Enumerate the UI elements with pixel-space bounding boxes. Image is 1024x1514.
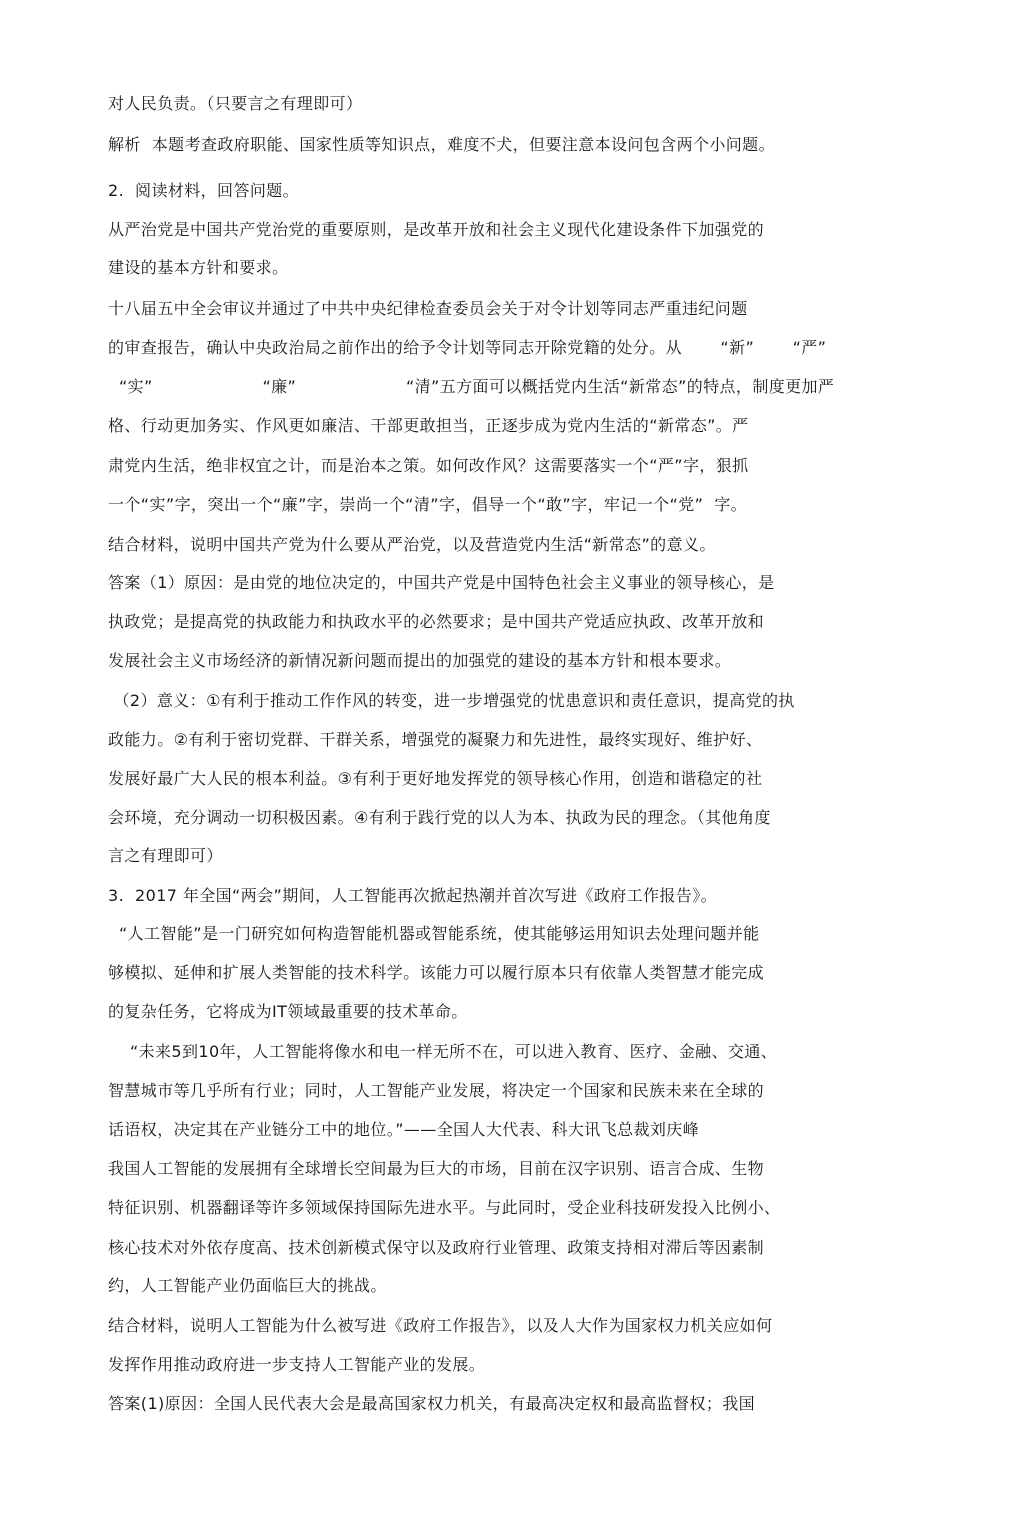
text-line: 核心技术对外依存度高、技术创新模式保守以及政府行业管理、政策支持相对滞后等因素制: [108, 1238, 765, 1257]
text-line: 特征识别、机器翻译等许多领域保持国际先进水平。与此同时，受企业科技研发投入比例小、: [108, 1198, 781, 1217]
text-line: “未来5到10年，人工智能将像水和电一样无所不在，可以进入教育、医疗、金融、交通、: [108, 1042, 778, 1061]
text-line: 答案（1）原因：是由党的地位决定的，中国共产党是中国特色社会主义事业的领导核心，是: [108, 573, 775, 592]
text-line: 3. 2017 年全国“两会”期间，人工智能再次掀起热潮并首次写进《政府工作报告》。: [108, 886, 718, 905]
text-line: 的审查报告，确认中央政治局之前作出的给予令计划等同志开除党籍的处分。从 “新” “严”: [108, 338, 827, 357]
text-line: 一个“实”字，突出一个“廉”字，崇尚一个“清”字，倡导一个“敢”字，牢记一个“党” 字。: [108, 495, 748, 514]
text-line: 会环境，充分调动一切积极因素。④有利于践行党的以人为本、执政为民的理念。（其他角度: [108, 808, 771, 827]
text-line: 答案(1)原因：全国人民代表大会是最高国家权力机关，有最高决定权和最高监督权；我国: [108, 1394, 756, 1413]
text-line: 发展好最广大人民的根本利益。③有利于更好地发挥党的领导核心作用，创造和谐稳定的社: [108, 769, 763, 788]
text-line: 智慧城市等几乎所有行业；同时，人工智能产业发展，将决定一个国家和民族未来在全球的: [108, 1081, 765, 1100]
text-line: 话语权，决定其在产业链分工中的地位。”——全国人大代表、科大讯飞总裁刘庆峰: [108, 1120, 700, 1139]
text-line: 结合材料，说明人工智能为什么被写进《政府工作报告》，以及人大作为国家权力机关应如何: [108, 1316, 773, 1335]
text-line: 从严治党是中国共产党治党的重要原则，是改革开放和社会主义现代化建设条件下加强党的: [108, 220, 765, 239]
text-line: 的复杂任务，它将成为IT领域最重要的技术革命。: [108, 1002, 468, 1021]
text-line: “人工智能”是一门研究如何构造智能机器或智能系统，使其能够运用知识去处理问题并能: [108, 924, 760, 943]
text-line: 发展社会主义市场经济的新情况新问题而提出的加强党的建设的基本方针和根本要求。: [108, 651, 732, 670]
text-line: 政能力。②有利于密切党群、干群关系，增强党的凝聚力和先进性，最终实现好、维护好、: [108, 730, 763, 749]
text-line: 发挥作用推动政府进一步支持人工智能产业的发展。: [108, 1355, 486, 1374]
text-line: 2. 阅读材料，回答问题。: [108, 181, 300, 200]
text-line: 对人民负责。（只要言之有理即可）: [108, 94, 363, 113]
text-line: 约，人工智能产业仍面临巨大的挑战。: [108, 1276, 387, 1295]
text-line: 言之有理即可）: [108, 846, 223, 865]
text-line: 肃党内生活，绝非权宜之计，而是治本之策。如何改作风？这需要落实一个“严”字，狠抓: [108, 456, 749, 475]
text-line: 够模拟、延伸和扩展人类智能的技术科学。该能力可以履行原本只有依靠人类智慧才能完成: [108, 963, 765, 982]
text-line: 结合材料，说明中国共产党为什么要从严治党，以及营造党内生活“新常态”的意义。: [108, 535, 716, 554]
text-line: 我国人工智能的发展拥有全球增长空间最为巨大的市场，目前在汉字识别、语言合成、生物: [108, 1159, 765, 1178]
text-line: 十八届五中全会审议并通过了中共中央纪律检查委员会关于对令计划等同志严重违纪问题: [108, 299, 748, 318]
text-line: 格、行动更加务实、作风更如廉洁、干部更敢担当，正逐步成为党内生活的“新常态”。严: [108, 416, 749, 435]
text-line: 解析 本题考查政府职能、国家性质等知识点，难度不犬，但要注意本设问包含两个小问题。: [108, 135, 775, 154]
text-line: 建设的基本方针和要求。: [108, 258, 289, 277]
text-line: （2）意义：①有利于推动工作作风的转变，进一步增强党的忧患意识和责任意识，提高党的执: [108, 691, 795, 710]
text-line: “实” “廉” “清”五方面可以概括党内生活“新常态”的特点，制度更加严: [108, 377, 835, 396]
text-line: 执政党；是提高党的执政能力和执政水平的必然要求；是中国共产党适应执政、改革开放和: [108, 612, 765, 631]
